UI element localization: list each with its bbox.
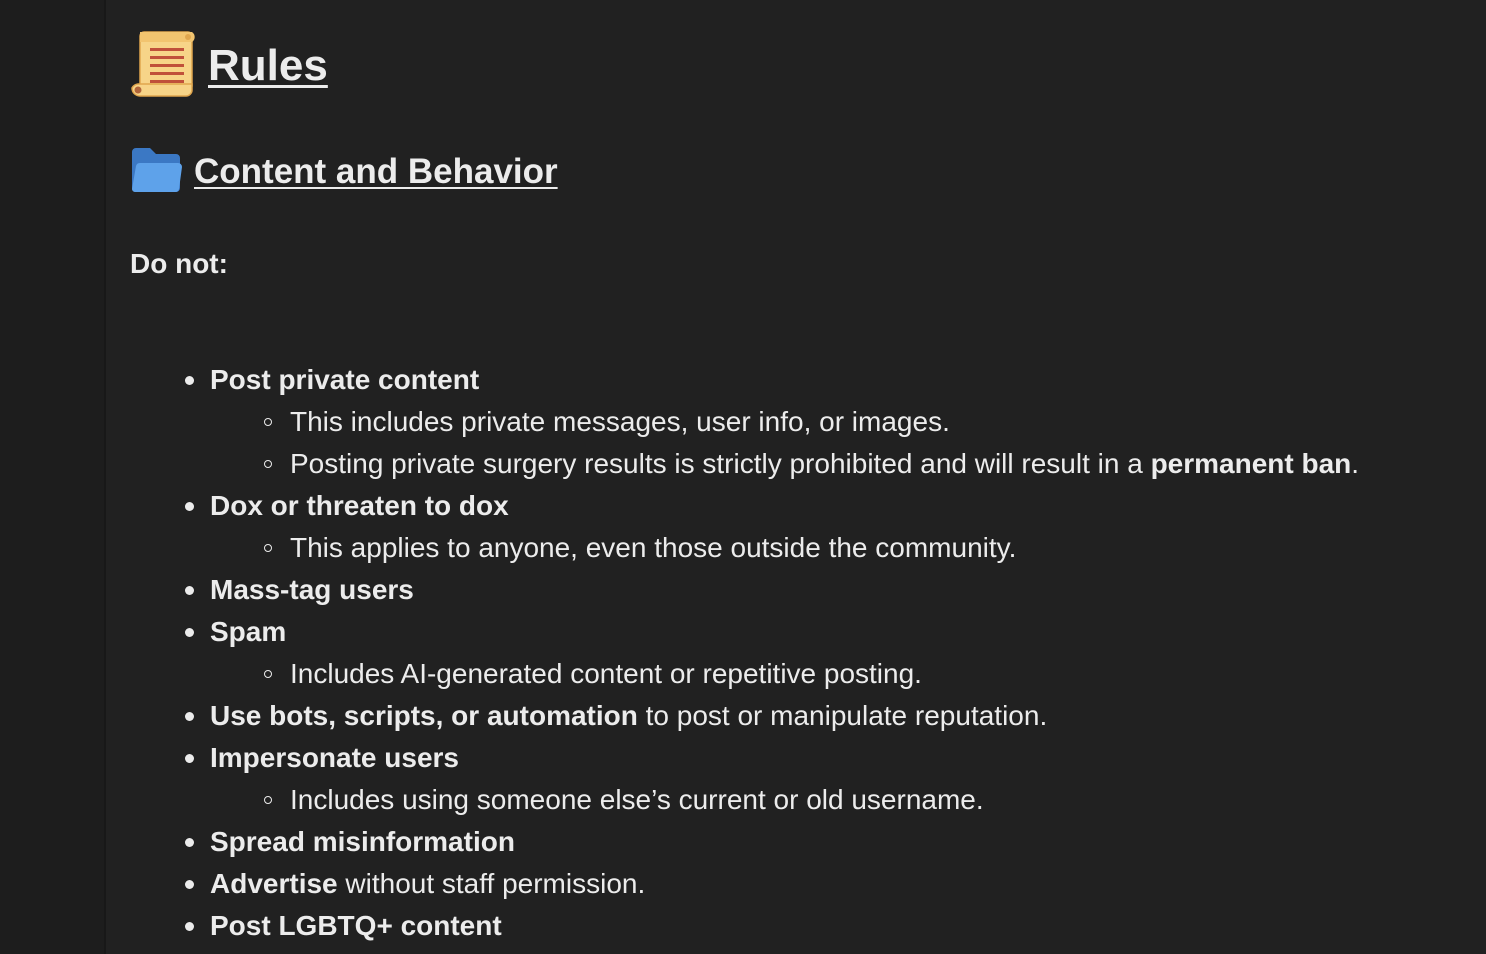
intro-text: Do not: (130, 248, 228, 279)
rule-item (130, 863, 1359, 905)
sub-item-text: Posting private surgery results is strictly prohibited and will result in a (290, 448, 1151, 479)
rule-line (210, 569, 1359, 611)
sub-item (210, 653, 1359, 695)
folder-icon (130, 146, 184, 199)
rule-title: Use bots, scripts, or automation (210, 700, 638, 731)
sub-list (210, 527, 1359, 569)
rule-title: Advertise (210, 868, 338, 899)
rule-detail: to post or manipulate reputation. (637, 700, 1048, 731)
sub-list (210, 653, 1359, 695)
rule-line (210, 695, 1359, 737)
sub-item-text: Includes AI-generated content or repetitive posting. (290, 658, 922, 689)
sub-item (210, 443, 1359, 485)
rule-item (130, 359, 1359, 485)
rule-line (210, 359, 1359, 401)
sub-item-text: This includes private messages, user info, or images. (290, 406, 950, 437)
section-heading (130, 146, 558, 198)
section-title-link[interactable]: Content and Behavior (194, 152, 558, 191)
rule-line (210, 737, 1359, 779)
sub-item (210, 779, 1359, 821)
rules-list (130, 359, 1359, 947)
rule-item (130, 737, 1359, 821)
rule-title: Spread misinformation (210, 826, 515, 857)
rule-line (210, 485, 1359, 527)
rule-title: Mass-tag users (210, 574, 414, 605)
rule-item (130, 821, 1359, 863)
rule-line (210, 863, 1359, 905)
rule-title: Post LGBTQ+ content (210, 910, 502, 941)
rule-item (130, 569, 1359, 611)
sub-item-emphasis: permanent ban (1150, 448, 1352, 479)
rule-item (130, 905, 1359, 947)
sub-list (210, 779, 1359, 821)
rule-title: Dox or threaten to dox (210, 490, 509, 521)
rule-detail: without staff permission. (337, 868, 646, 899)
sub-item (210, 527, 1359, 569)
sub-list (210, 401, 1359, 485)
rule-item (130, 485, 1359, 569)
rule-line (210, 905, 1359, 947)
rule-item (130, 611, 1359, 695)
rule-title: Post private content (210, 364, 480, 395)
page-title-link[interactable]: Rules (208, 41, 328, 90)
rule-title: Spam (210, 616, 287, 647)
sub-item-text: This applies to anyone, even those outside the community. (290, 532, 1017, 563)
sub-item-tail: . (1351, 448, 1360, 479)
rule-line (210, 821, 1359, 863)
sub-item-text: Includes using someone else’s current or old username. (290, 784, 984, 815)
sub-item (210, 401, 1359, 443)
rule-line (210, 611, 1359, 653)
scroll-icon (130, 30, 196, 103)
rule-title: Impersonate users (210, 742, 459, 773)
rule-item (130, 695, 1359, 737)
page-heading (130, 32, 328, 100)
left-sidebar-strip (0, 0, 106, 954)
